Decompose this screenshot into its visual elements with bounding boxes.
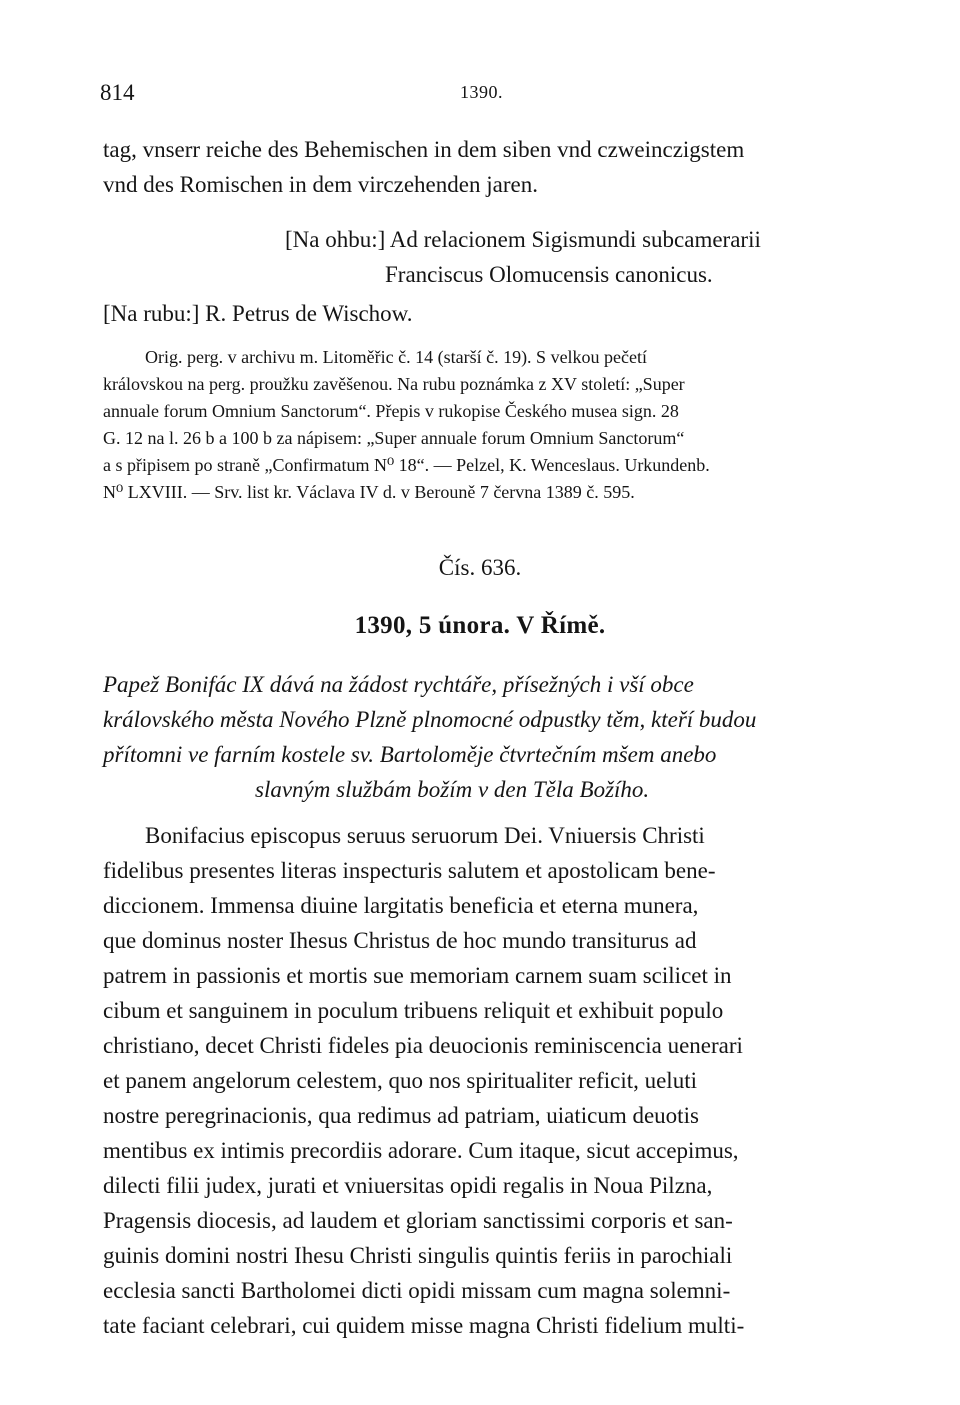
text-line: annuale forum Omnium Sanctorum“. Přepis v rukopise Českého musea sign. 28	[103, 401, 679, 421]
text-line: Franciscus Olomucensis canonicus.	[385, 262, 713, 287]
text-line: tag, vnserr reiche des Behemischen in dem siben vnd czweinczigstem	[103, 137, 745, 162]
text-line: N⁰ LXVIII. — Srv. list kr. Václava IV d. v Berouně 7 června 1389 č. 595.	[103, 482, 635, 502]
text-line: slavným službám božím v den Těla Božího.	[255, 777, 650, 802]
text-line: Papež Bonifác IX dává na žádost rychtáře, přísežných i vší obce	[103, 672, 694, 697]
text-line: christiano, decet Christi fideles pia deuocionis reminiscencia uenerari	[103, 1033, 743, 1058]
text-line: diccionem. Immensa diuine largitatis beneficia et eterna munera,	[103, 893, 699, 918]
text-line: nostre peregrinacionis, qua redimus ad patriam, uiaticum deuotis	[103, 1103, 699, 1128]
text-line: Bonifacius episcopus seruus seruorum Dei. Vniuersis Christi	[145, 823, 705, 848]
text-line: královského města Nového Plzně plnomocné odpustky těm, kteří budou	[103, 707, 757, 732]
text-line: ecclesia sancti Bartholomei dicti opidi missam cum magna solemni-	[103, 1278, 731, 1303]
text-line: [Na rubu:] R. Petrus de Wischow.	[103, 301, 413, 326]
text-line: cibum et sanguinem in poculum tribuens reliquit et exhibuit populo	[103, 998, 724, 1023]
document-date-heading: 1390, 5 února. V Římě.	[354, 612, 606, 639]
text-line: G. 12 na l. 26 b a 100 b za nápisem: „Super annuale forum Omnium Sanctorum“	[103, 428, 685, 448]
text-line: [Na ohbu:] Ad relacionem Sigismundi subcamerarii	[285, 227, 761, 252]
text-line: královskou na perg. proužku zavěšenou. Na rubu poznámka z XV století: „Super	[103, 374, 685, 394]
text-line: que dominus noster Ihesus Christus de hoc mundo transiturus ad	[103, 928, 697, 953]
text-line: a s připisem po straně „Confirmatum N⁰ 18“. — Pelzel, K. Wenceslaus. Urkundenb.	[103, 455, 710, 475]
text-line: tate faciant celebrari, cui quidem misse magna Christi fidelium multi-	[103, 1313, 745, 1338]
text-line: patrem in passionis et mortis sue memoriam carnem suam scilicet in	[103, 963, 732, 988]
text-line: vnd des Romischen in dem virczehenden jaren.	[103, 172, 538, 197]
previous-document-ending	[103, 132, 863, 202]
page-header	[100, 80, 860, 110]
text-line: Orig. perg. v archivu m. Litoměřic č. 14 (starší č. 19). S velkou pečetí	[145, 347, 648, 367]
endorsement-rubu	[103, 296, 863, 331]
text-line: přítomni ve farním kostele sv. Bartoloměje čtvrtečním mšem anebo	[103, 742, 717, 767]
text-line: et panem angelorum celestem, quo nos spiritualiter reficit, ueluti	[103, 1068, 697, 1093]
endorsement-ohbu	[285, 222, 865, 292]
text-line: fidelibus presentes literas inspecturis salutem et apostolicam bene-	[103, 858, 716, 883]
text-line: guinis domini nostri Ihesu Christi singulis quintis feriis in parochiali	[103, 1243, 733, 1268]
regest-summary	[103, 667, 863, 807]
text-line: mentibus ex intimis precordiis adorare. Cum itaque, sicut accepimus,	[103, 1138, 739, 1163]
page-number: 814	[100, 80, 135, 105]
document-body	[103, 818, 863, 1343]
archival-notes	[103, 344, 863, 506]
text-line: Pragensis diocesis, ad laudem et gloriam sanctissimi corporis et san-	[103, 1208, 733, 1233]
document-number: Čís. 636.	[438, 555, 522, 580]
running-head-year: 1390.	[460, 82, 503, 102]
text-line: dilecti filii judex, jurati et vniuersitas opidi regalis in Noua Pilzna,	[103, 1173, 713, 1198]
